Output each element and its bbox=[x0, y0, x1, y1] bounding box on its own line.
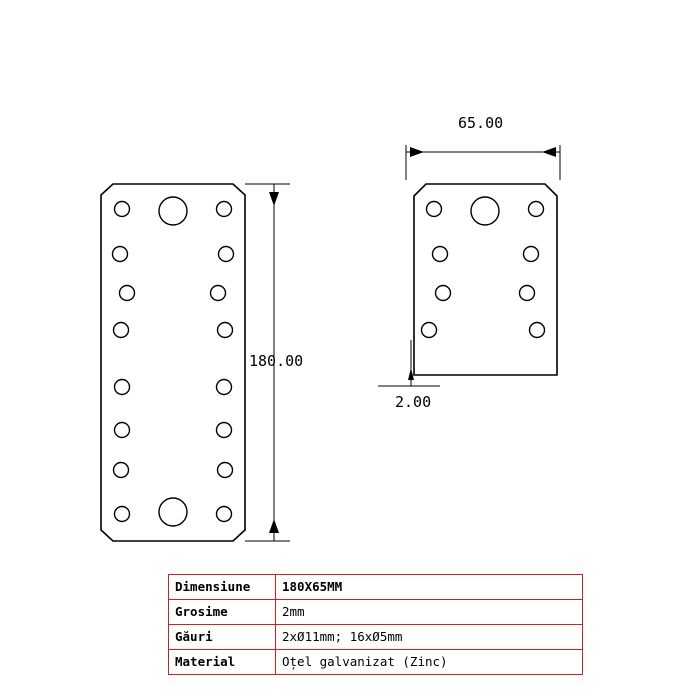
width-dimension bbox=[406, 145, 560, 180]
hole-small bbox=[115, 507, 130, 522]
hole-small bbox=[217, 507, 232, 522]
hole-large bbox=[159, 498, 187, 526]
spec-key-grosime: Grosime bbox=[169, 600, 276, 625]
front-view-outline bbox=[101, 184, 245, 541]
spec-value-grosime: 2mm bbox=[276, 600, 583, 625]
hole-small bbox=[114, 463, 129, 478]
hole-small bbox=[422, 323, 437, 338]
hole-small bbox=[530, 323, 545, 338]
table-row bbox=[169, 650, 583, 675]
thickness-dimension-label: 2.00 bbox=[395, 393, 432, 411]
spec-key-dimensiune: Dimensiune bbox=[169, 575, 276, 600]
spec-key-material: Material bbox=[169, 650, 276, 675]
hole-small bbox=[436, 286, 451, 301]
hole-small bbox=[529, 202, 544, 217]
hole-small bbox=[524, 247, 539, 262]
hole-small bbox=[115, 423, 130, 438]
table-row bbox=[169, 625, 583, 650]
front-view-holes bbox=[113, 197, 234, 526]
hole-small bbox=[218, 463, 233, 478]
spec-value-dimensiune: 180X65MM bbox=[276, 575, 583, 600]
width-dimension-label: 65.00 bbox=[458, 114, 504, 132]
hole-small bbox=[217, 380, 232, 395]
height-dimension-label: 180.00 bbox=[249, 352, 304, 370]
hole-small bbox=[427, 202, 442, 217]
hole-small bbox=[211, 286, 226, 301]
spec-value-material: Oțel galvanizat (Zinc) bbox=[276, 650, 583, 675]
hole-small bbox=[218, 323, 233, 338]
side-view-outline bbox=[414, 184, 557, 375]
spec-table bbox=[168, 574, 583, 675]
hole-small bbox=[217, 202, 232, 217]
hole-small bbox=[120, 286, 135, 301]
hole-large bbox=[159, 197, 187, 225]
hole-small bbox=[115, 380, 130, 395]
thickness-dimension bbox=[378, 340, 440, 386]
hole-small bbox=[217, 423, 232, 438]
spec-value-gauri: 2xØ11mm; 16xØ5mm bbox=[276, 625, 583, 650]
hole-small bbox=[520, 286, 535, 301]
hole-small bbox=[114, 323, 129, 338]
table-row bbox=[169, 575, 583, 600]
side-view-holes bbox=[422, 197, 545, 338]
hole-large bbox=[471, 197, 499, 225]
hole-small bbox=[219, 247, 234, 262]
spec-key-gauri: Găuri bbox=[169, 625, 276, 650]
hole-small bbox=[115, 202, 130, 217]
hole-small bbox=[433, 247, 448, 262]
table-row bbox=[169, 600, 583, 625]
hole-small bbox=[113, 247, 128, 262]
